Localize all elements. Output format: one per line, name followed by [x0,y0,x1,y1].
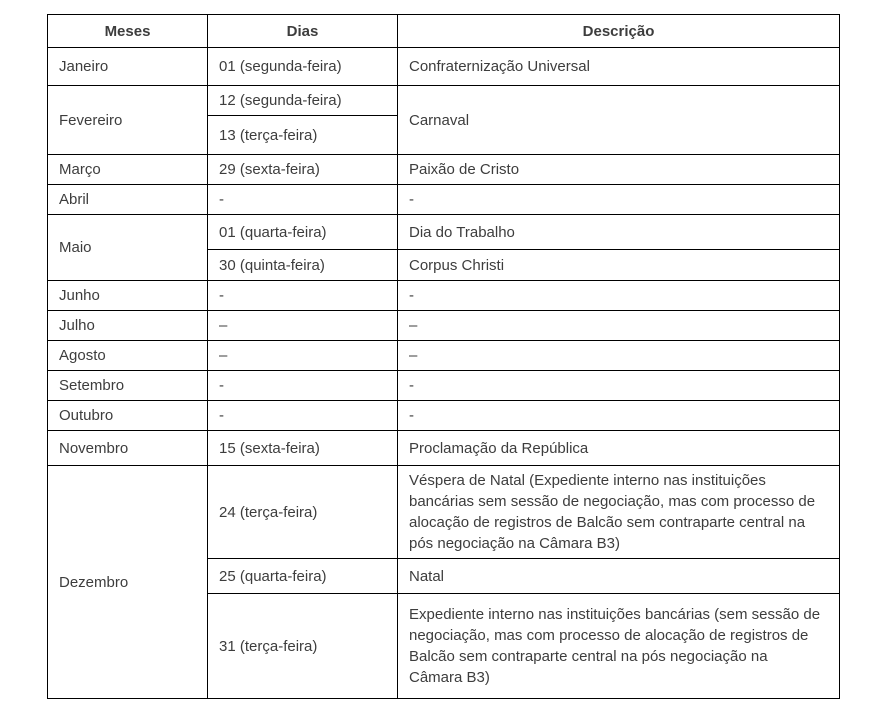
month-cell: Outubro [48,401,208,431]
description-cell: Expediente interno nas instituições bancárias (sem sessão de negociação, mas com processo de alocação de registros de Balcão sem contraparte central na pós negociação na Câmara B3) [398,594,840,699]
description-cell: Natal [398,559,840,594]
description-cell: Proclamação da República [398,431,840,466]
header-row [48,15,840,48]
table-row [48,311,840,341]
description-cell: – [398,341,840,371]
month-cell: Agosto [48,341,208,371]
day-cell: 13 (terça-feira) [208,116,398,155]
column-header-descricao: Descrição [398,15,840,48]
day-cell: 15 (sexta-feira) [208,431,398,466]
month-cell: Junho [48,281,208,311]
description-cell: - [398,371,840,401]
month-cell: Julho [48,311,208,341]
description-cell: Véspera de Natal (Expediente interno nas instituições bancárias sem sessão de negociação, mas com processo de alocação de registros de Balcão sem contraparte central na pós negociação na Câmara B3) [398,466,840,559]
month-cell: Setembro [48,371,208,401]
day-cell: - [208,185,398,215]
month-cell: Maio [48,215,208,281]
description-cell: Corpus Christi [398,250,840,281]
month-cell: Março [48,155,208,185]
table-row [48,401,840,431]
day-cell: 31 (terça-feira) [208,594,398,699]
month-cell: Janeiro [48,48,208,86]
description-cell: - [398,281,840,311]
day-cell: – [208,341,398,371]
day-cell: 12 (segunda-feira) [208,86,398,116]
table-row [48,86,840,116]
table-row [48,281,840,311]
table-row [48,155,840,185]
description-cell: Carnaval [398,86,840,155]
table-row [48,48,840,86]
month-cell: Dezembro [48,466,208,699]
table-row [48,466,840,559]
day-cell: 01 (quarta-feira) [208,215,398,250]
table-row [48,215,840,250]
day-cell: 25 (quarta-feira) [208,559,398,594]
description-cell: – [398,311,840,341]
month-cell: Abril [48,185,208,215]
day-cell: 24 (terça-feira) [208,466,398,559]
column-header-meses: Meses [48,15,208,48]
table-row [48,185,840,215]
table-row [48,341,840,371]
holidays-table [47,14,840,699]
day-cell: – [208,311,398,341]
month-cell: Novembro [48,431,208,466]
month-cell: Fevereiro [48,86,208,155]
description-cell: - [398,185,840,215]
description-cell: - [398,401,840,431]
day-cell: - [208,371,398,401]
description-cell: Dia do Trabalho [398,215,840,250]
day-cell: 29 (sexta-feira) [208,155,398,185]
day-cell: - [208,401,398,431]
description-cell: Paixão de Cristo [398,155,840,185]
day-cell: 30 (quinta-feira) [208,250,398,281]
day-cell: 01 (segunda-feira) [208,48,398,86]
description-cell: Confraternização Universal [398,48,840,86]
table-row [48,431,840,466]
table-row [48,371,840,401]
day-cell: - [208,281,398,311]
column-header-dias: Dias [208,15,398,48]
